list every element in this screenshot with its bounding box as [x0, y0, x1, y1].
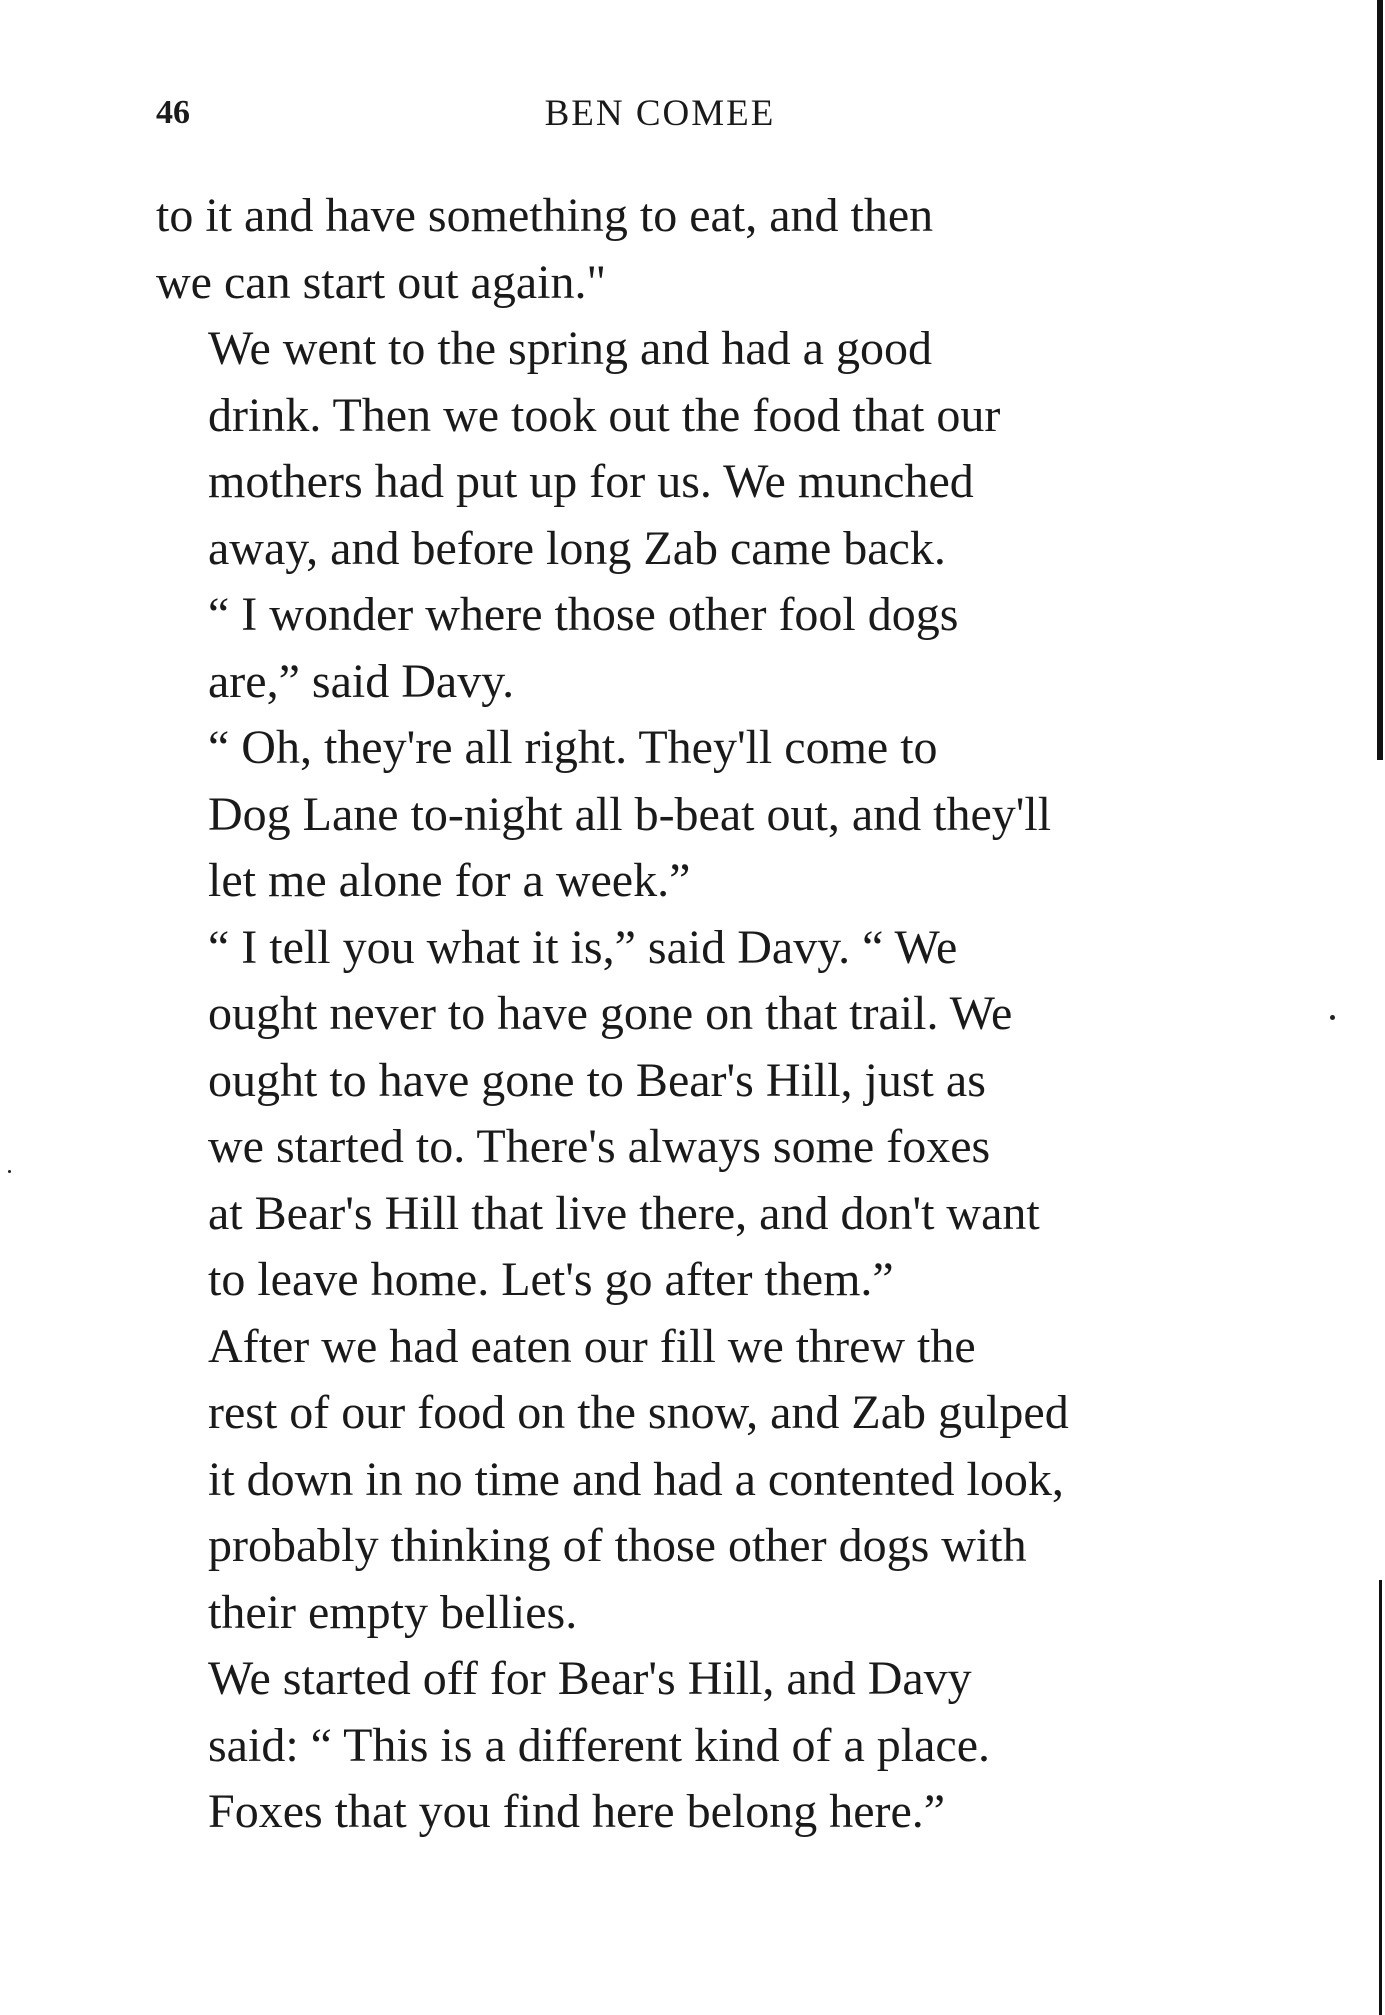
- scan-speck: [8, 1170, 11, 1173]
- page-number: 46: [156, 94, 190, 131]
- paragraph: [156, 715, 1164, 915]
- running-head: BEN COMEE: [544, 93, 776, 134]
- scan-speck: [1330, 1015, 1335, 1020]
- text-line: mothers had put up for us. We munched: [208, 455, 974, 508]
- text-line: Dog Lane to-night all b-beat out, and they'll: [208, 787, 1052, 841]
- paragraph: [156, 183, 1164, 316]
- scan-edge-shadow: [1379, 1580, 1382, 2015]
- text-line: rest of our food on the snow, and Zab gulped: [208, 1386, 1069, 1439]
- text-line: away, and before long Zab came back.: [208, 521, 946, 575]
- text-line: said: “ This is a different kind of a place.: [208, 1718, 990, 1772]
- paragraph: [156, 1646, 1164, 1846]
- text-line: to leave home. Let's go after them.”: [208, 1253, 894, 1306]
- text-line: ought to have gone to Bear's Hill, just as: [208, 1053, 986, 1107]
- text-line: we can start out again.": [156, 255, 607, 309]
- scan-edge-shadow: [1377, 0, 1383, 760]
- text-line: We went to the spring and had a good: [208, 322, 932, 375]
- text-line: at Bear's Hill that live there, and don't want: [208, 1186, 1040, 1240]
- text-line: “ I wonder where those other fool dogs: [208, 588, 959, 641]
- text-line: drink. Then we took out the food that our: [208, 388, 1001, 442]
- text-line: “ Oh, they're all right. They'll come to: [208, 721, 938, 774]
- text-line: it down in no time and had a contented look,: [208, 1452, 1064, 1506]
- paragraph: [156, 316, 1164, 582]
- text-line: their empty bellies.: [208, 1585, 578, 1639]
- text-line: We started off for Bear's Hill, and Davy: [208, 1652, 972, 1705]
- text-line: Foxes that you find here belong here.”: [208, 1785, 946, 1838]
- paragraph: [156, 1314, 1164, 1647]
- text-line: ought never to have gone on that trail. We: [208, 987, 1013, 1040]
- text-line: “ I tell you what it is,” said Davy. “ We: [208, 920, 958, 974]
- text-line: to it and have something to eat, and then: [156, 189, 934, 242]
- body-text: [156, 183, 1164, 1846]
- text-line: we started to. There's always some foxes: [208, 1120, 991, 1173]
- text-line: probably thinking of those other dogs with: [208, 1519, 1027, 1572]
- paragraph: [156, 915, 1164, 1314]
- text-line: After we had eaten our fill we threw the: [208, 1319, 976, 1373]
- paragraph: [156, 582, 1164, 715]
- text-line: are,” said Davy.: [208, 654, 515, 708]
- page-header: [156, 88, 1164, 148]
- text-line: let me alone for a week.”: [208, 854, 691, 907]
